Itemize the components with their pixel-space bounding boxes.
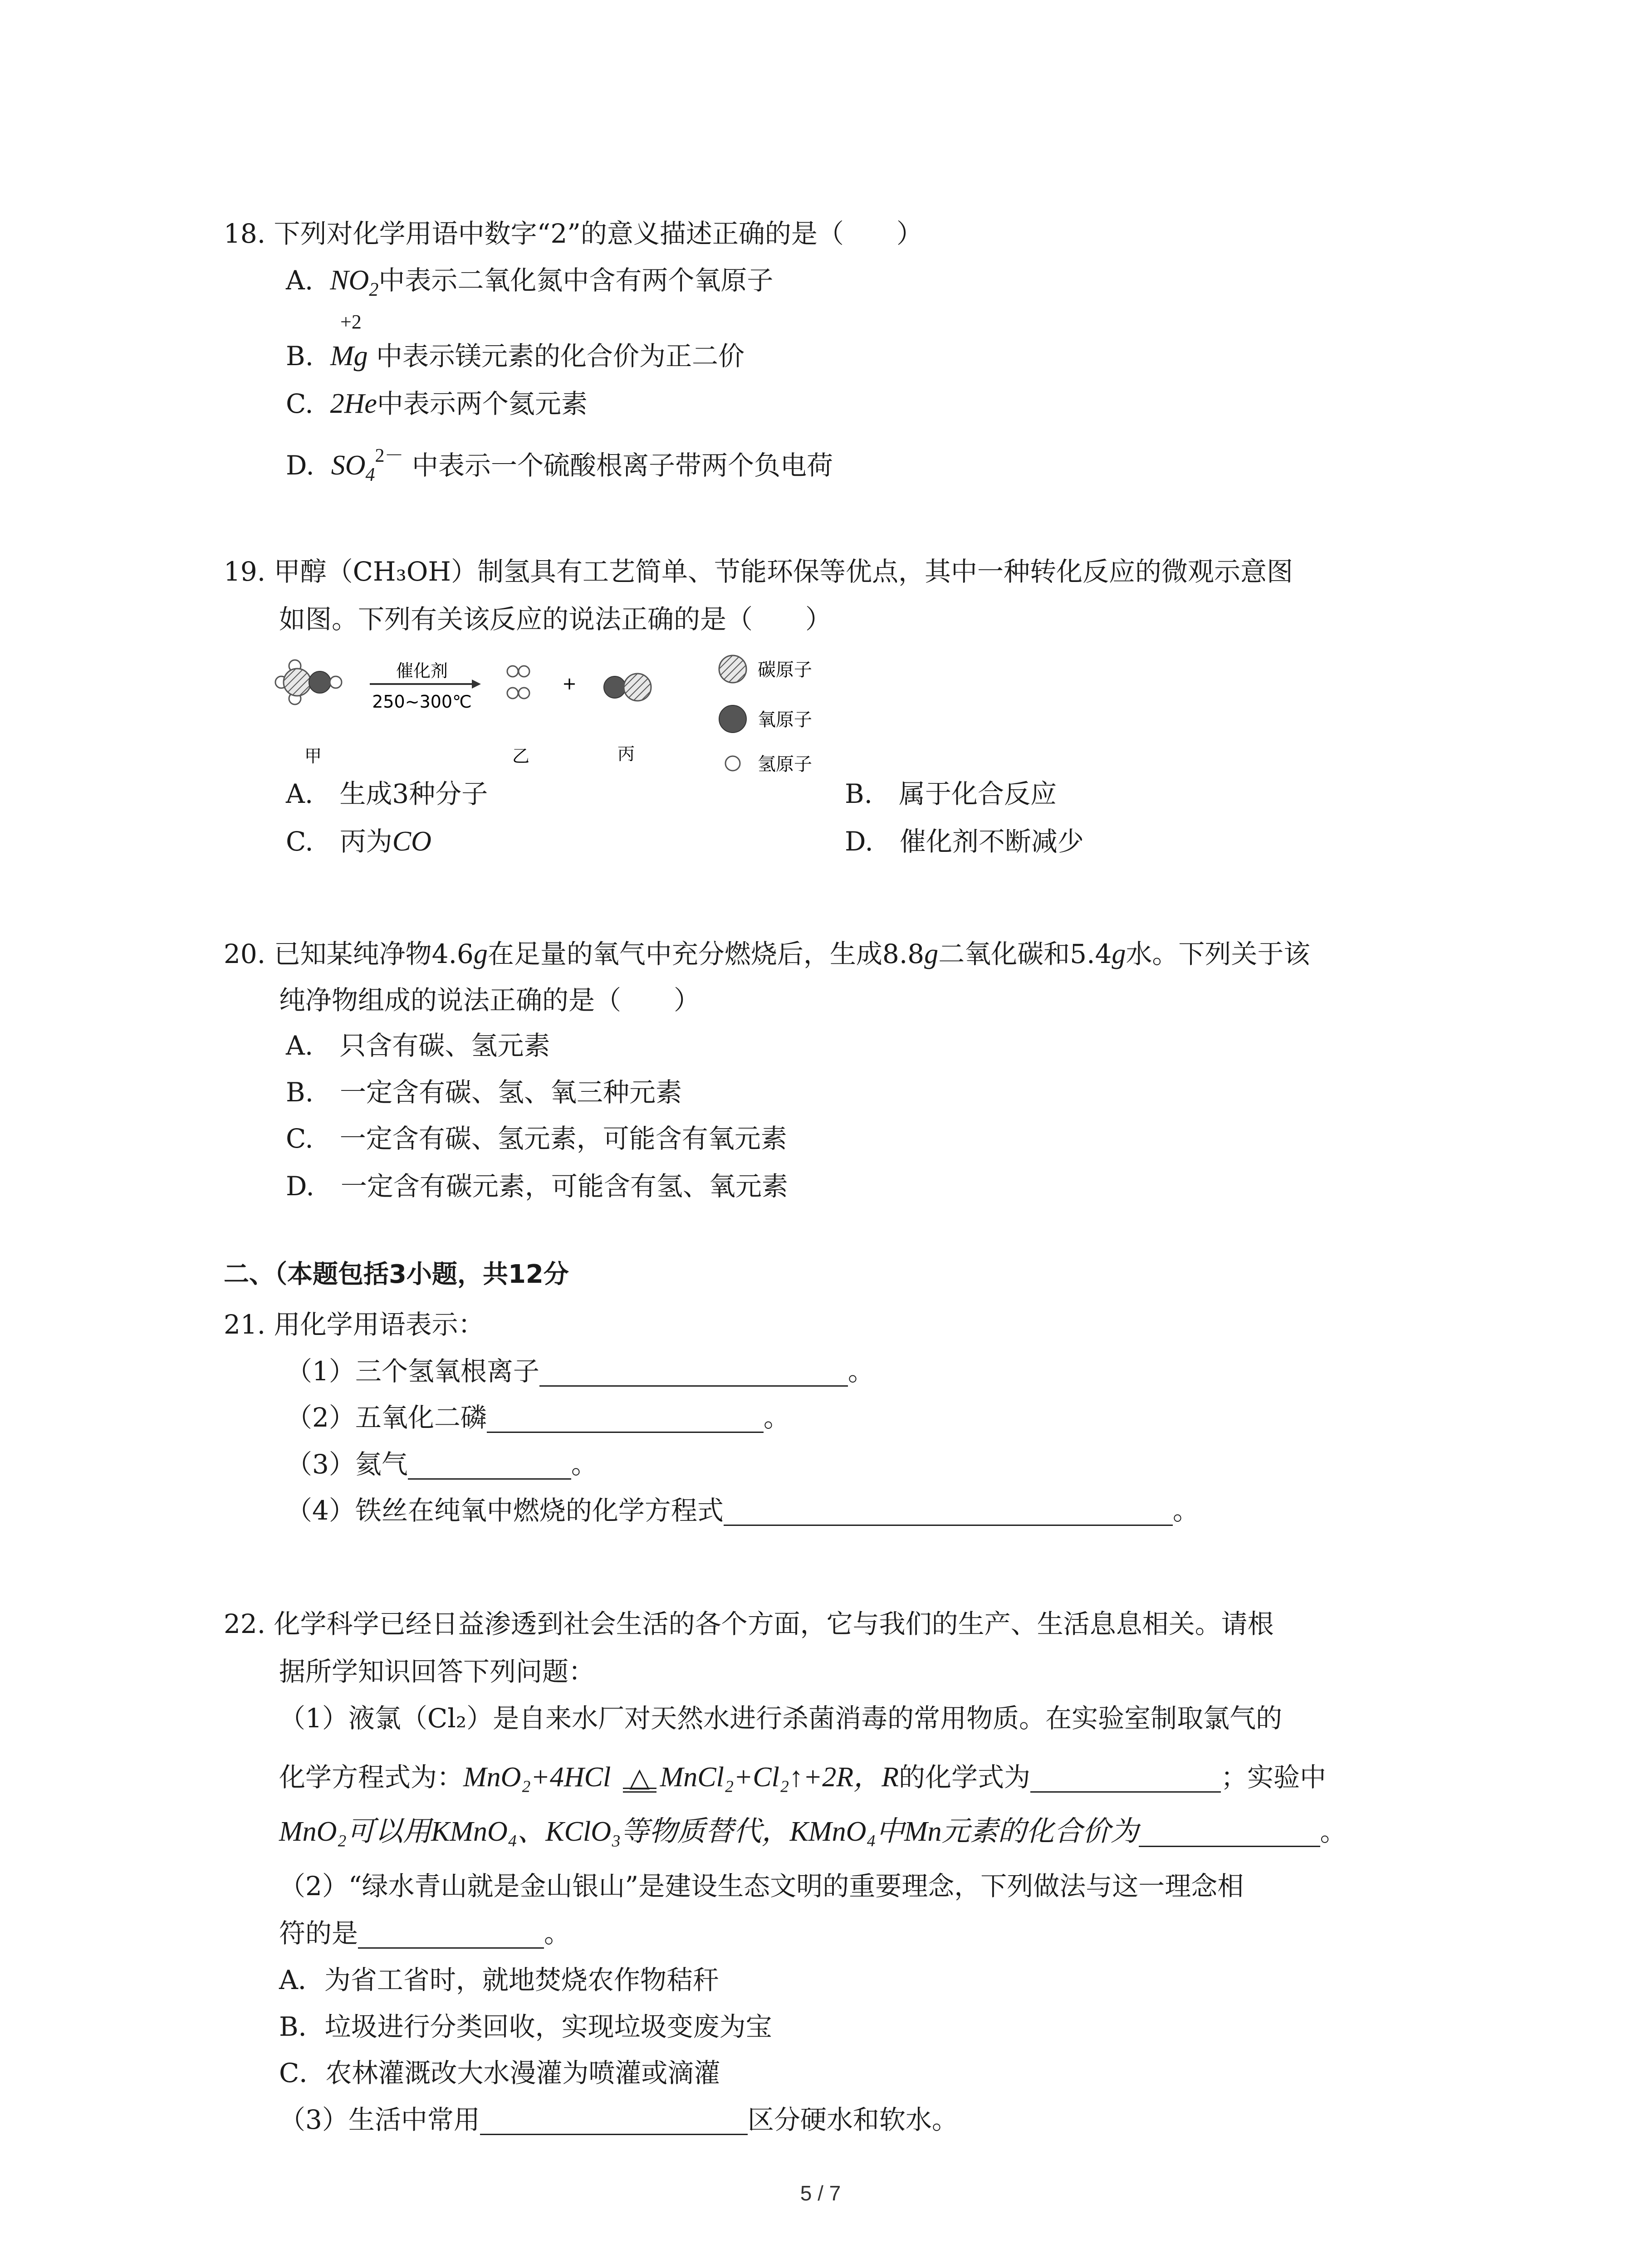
legend-carbon: 碳原子 (758, 660, 812, 680)
reaction-arrow (370, 679, 481, 689)
q22-option-c: C．农林灌溉改大水漫灌为喷灌或滴灌 (279, 2058, 720, 2088)
legend-oxygen: 氧原子 (758, 709, 812, 730)
oxygen-atom-icon (719, 705, 746, 733)
q18-option-b: B. Mg 中表示镁元素的化合价为正二价 (286, 341, 745, 371)
legend (719, 655, 812, 775)
q20-stem-line1: 20. 已知某纯净物4.6g在足量的氧气中充分燃烧后，生成8.8g二氧化碳和5.4g水。下列关于该 (224, 938, 1310, 969)
q21-item-3: （3）氦气 。 (286, 1449, 598, 1480)
plus-sign: + (562, 674, 577, 694)
q20-stem-line2: 纯净物组成的说法正确的是（ ） (279, 985, 700, 1016)
q21-stem: 21. 用化学用语表示： (224, 1309, 485, 1340)
answer-blank-2[interactable] (487, 1403, 764, 1433)
hydrogen-molecules (507, 666, 529, 699)
label-jia: 甲 (304, 746, 322, 766)
q18-option-c: C. 2He中表示两个氦元素 (286, 388, 588, 419)
q21-item-2: （2）五氧化二磷 。 (286, 1402, 790, 1433)
q18-option-d: D. $SO_4^{2-}$ 中表示一个硫酸根离子带两个负电荷 (286, 445, 833, 485)
q22-part1-line1: （1）液氯（Cl₂）是自来水厂对天然水进行杀菌消毒的常用物质。在实验室制取氯气的 (279, 1703, 1283, 1734)
q22-option-b: B．垃圾进行分类回收，实现垃圾变废为宝 (279, 2011, 772, 2042)
q19-reaction-diagram (272, 653, 898, 780)
condition-label: 250~300℃ (372, 692, 472, 712)
q22-part2-line2: 符的是 。 (279, 1918, 571, 1949)
carbon-atom-icon (719, 655, 746, 683)
q20-option-d: D. 一定含有碳元素，可能含有氢、氧元素 (286, 1171, 788, 1202)
co-molecule (604, 674, 651, 701)
section-2-heading: 二、（本题包括3小题，共12分 (224, 1260, 569, 1289)
heating-condition: △ (619, 1759, 660, 1795)
q22-stem-line2: 据所学知识回答下列问题： (279, 1656, 595, 1687)
q19-option-d: D. 催化剂不断减少 (845, 826, 1084, 857)
answer-blank-1[interactable] (539, 1357, 848, 1387)
q22-part3: （3）生活中常用 区分硬水和软水。 (279, 2104, 958, 2135)
q22-option-a: A．为省工省时，就地焚烧农作物秸秆 (279, 1965, 719, 1995)
hydrogen-atom-icon (725, 756, 740, 771)
q19-stem-line2: 如图。下列有关该反应的说法正确的是（ ） (279, 604, 832, 635)
q19-option-b: B. 属于化合反应 (845, 778, 1057, 809)
q19-option-c: C. 丙为CO (286, 826, 431, 857)
answer-blank-7[interactable] (358, 1919, 544, 1949)
q20-option-c: C. 一定含有碳、氢元素，可能含有氧元素 (286, 1123, 787, 1154)
answer-blank-3[interactable] (408, 1450, 571, 1480)
label-yi: 乙 (512, 746, 530, 766)
q20-option-a: A. 只含有碳、氢元素 (286, 1030, 550, 1061)
q21-item-1: （1）三个氢氧根离子 。 (286, 1356, 874, 1387)
q22-stem-line1: 22. 化学科学已经日益渗透到社会生活的各个方面，它与我们的生产、生活息息相关。请根 (224, 1608, 1274, 1639)
q18-stem: 18. 下列对化学用语中数字“2”的意义描述正确的是（ ） (224, 218, 923, 249)
q22-part1-line2: 化学方程式为：MnO₂+4HCl △ MnCl₂+Cl₂↑+2R，R的化学式为 ；实验中 (279, 1759, 1326, 1795)
q22-part2-line1: （2）“绿水青山就是金山银山”是建设生态文明的重要理念，下列做法与这一理念相 (279, 1871, 1244, 1901)
catalyst-label: 催化剂 (396, 661, 448, 681)
q22-part1-line3: MnO₂可以用KMnO₄、KClO₃等物质替代，KMnO₄中Mn元素的化合价为 。 (279, 1816, 1347, 1847)
label-bing: 丙 (617, 744, 635, 764)
answer-blank-4[interactable] (724, 1496, 1173, 1526)
methanol-molecule (275, 660, 342, 704)
q20-option-b: B. 一定含有碳、氢、氧三种元素 (286, 1077, 682, 1108)
answer-blank-5[interactable] (1030, 1763, 1221, 1793)
q19-option-a: A. 生成3种分子 (286, 778, 488, 809)
answer-blank-8[interactable] (480, 2106, 748, 2135)
q19-stem-line1: 19. 甲醇（CH₃OH）制氢具有工艺简单、节能环保等优点，其中一种转化反应的微观示意图 (224, 556, 1293, 587)
q18-option-a: A. $NO_2$中表示二氧化氮中含有两个氧原子 (286, 265, 774, 300)
q18-b-valence: +2 (340, 311, 362, 333)
q21-item-4: （4）铁丝在纯氧中燃烧的化学方程式 。 (286, 1495, 1199, 1526)
answer-blank-6[interactable] (1139, 1818, 1320, 1847)
page-number: 5 / 7 (800, 2181, 841, 2205)
legend-hydrogen: 氢原子 (758, 754, 812, 775)
